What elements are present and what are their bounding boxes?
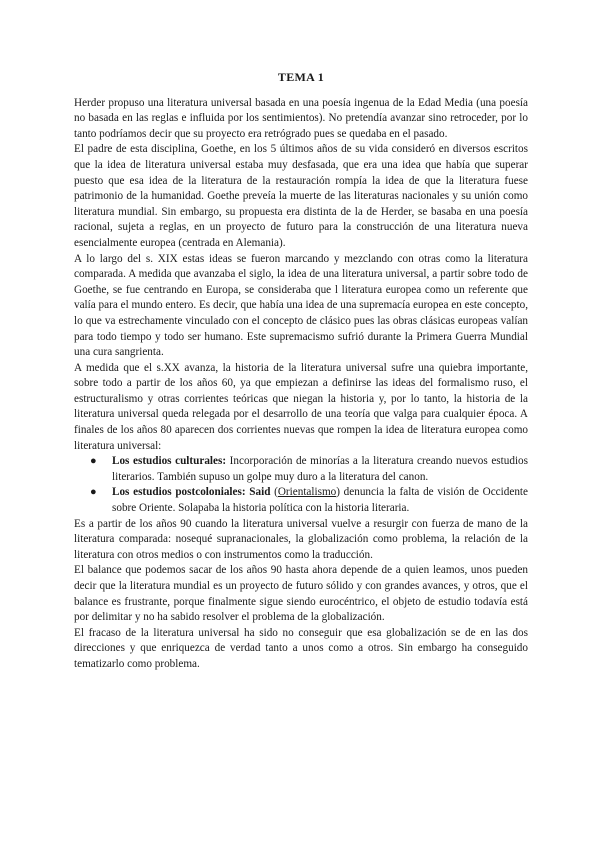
bullet-list	[74, 454, 528, 516]
list-item-text: ) denuncia la falta de visión de Occidente sobre Oriente. Solapaba la historia política con la historia literaria.	[112, 486, 528, 515]
document-body	[74, 70, 528, 673]
bullet-icon: ●	[90, 455, 97, 468]
bullet-icon: ●	[90, 486, 97, 499]
paragraph-herder: Herder propuso una literatura universal basada en una poesía ingenua de la Edad Media (una poesía no basada en las reglas e influida por los sentimientos). No pretendía avanzar sino retroceder, por lo tanto podríamos decir que su proyecto era retrógrado pues se quedaba en el pasado.	[74, 96, 528, 140]
paragraph-fracaso: El fracaso de la literatura universal ha sido no conseguir que esa globalización se de en las dos direcciones y que enriquezca de verdad tanto a unos como a otros. Sin embargo ha conseguido tematizarlo como problema.	[74, 626, 528, 670]
list-item-text: Incorporación de minorías a la literatura creando nuevos estudios literarios. También supuso un golpe muy duro a la literatura del canon.	[112, 455, 528, 483]
page-title: TEMA 1	[277, 70, 325, 84]
paragraph-siglo-xix: A lo largo del s. XIX estas ideas se fueron marcando y mezclando con otras como la literatura comparada. A medida que avanzaba el siglo, la idea de una literatura universal, a partir sobre todo de Goethe, se fue centrando en Europa, se consideraba que l literatura europea como un referente que valía para el mundo entero. Es decir, que había una idea de una supremacía europea en este concepto, lo que va estrechamente vinculado con el concepto de clásico pues las obras clásicas europeas valían para todo tiempo y todo ser humano. Este supremacismo sufrió durante la Primera Guerra Mundial una cura sangrienta.	[74, 252, 528, 359]
paragraph-goethe: El padre de esta disciplina, Goethe, en los 5 últimos años de su vida consideró en diversos escritos que la idea de literatura universal estaba muy desfasada, que era una idea que había que superar puesto que esa idea de la literatura de la restauración rompía la idea de que la literatura fuese patrimonio de la humanidad. Goethe preveía la muerte de las literaturas nacionales y su unión como literatura mundial. Sin embargo, su propuesta era distinta de la de Herder, se basaba en una poesía racional, sujeta a reglas, en un proyecto de futuro para la construcción de una literatura nueva esencialmente europea (centrada en Alemania).	[74, 143, 528, 249]
list-item-label: Los estudios culturales:	[112, 455, 227, 468]
paragraph-siglo-xx: A medida que el s.XX avanza, la historia de la literatura universal sufre una quiebra importante, sobre todo a partir de los años 60, ya que empiezan a definirse las ideas del formalismo ruso, el estructuralismo y otras corrientes teóricas que niegan la historia y, por lo tanto, la historia de la literatura universal queda relegada por el desarrollo de una teoría que valga para cualquier época. A finales de los años 80 aparecen dos corrientes nuevas que rompen la idea de literatura europea como literatura universal:	[74, 361, 528, 452]
list-item-paren: (	[270, 486, 278, 499]
paragraph-anos-90: Es a partir de los años 90 cuando la literatura universal vuelve a resurgir con fuerza de mano de la literatura comparada: nosequé supranacionales, la globalización como problema, la relación de la literatura con otros medios o con instrumentos como la traducción.	[74, 517, 528, 561]
list-item-label: Los estudios postcoloniales:	[112, 486, 246, 499]
list-item-estudios-culturales	[90, 454, 528, 485]
list-item-author: Said	[245, 486, 271, 499]
book-title-orientalismo: Orientalismo	[277, 486, 337, 499]
list-item-estudios-postcoloniales	[90, 485, 528, 516]
paragraph-balance: El balance que podemos sacar de los años 90 hasta ahora depende de a quien leamos, unos pueden decir que la literatura mundial es un proyecto de futuro sólido y con grandes avances, y otros, que el balance es frustrante, porque finalmente sigue siendo eurocéntrico, el objeto de estudio todavía está por delimitar y no ha sabido resolver el problema de la globalización.	[74, 564, 528, 624]
